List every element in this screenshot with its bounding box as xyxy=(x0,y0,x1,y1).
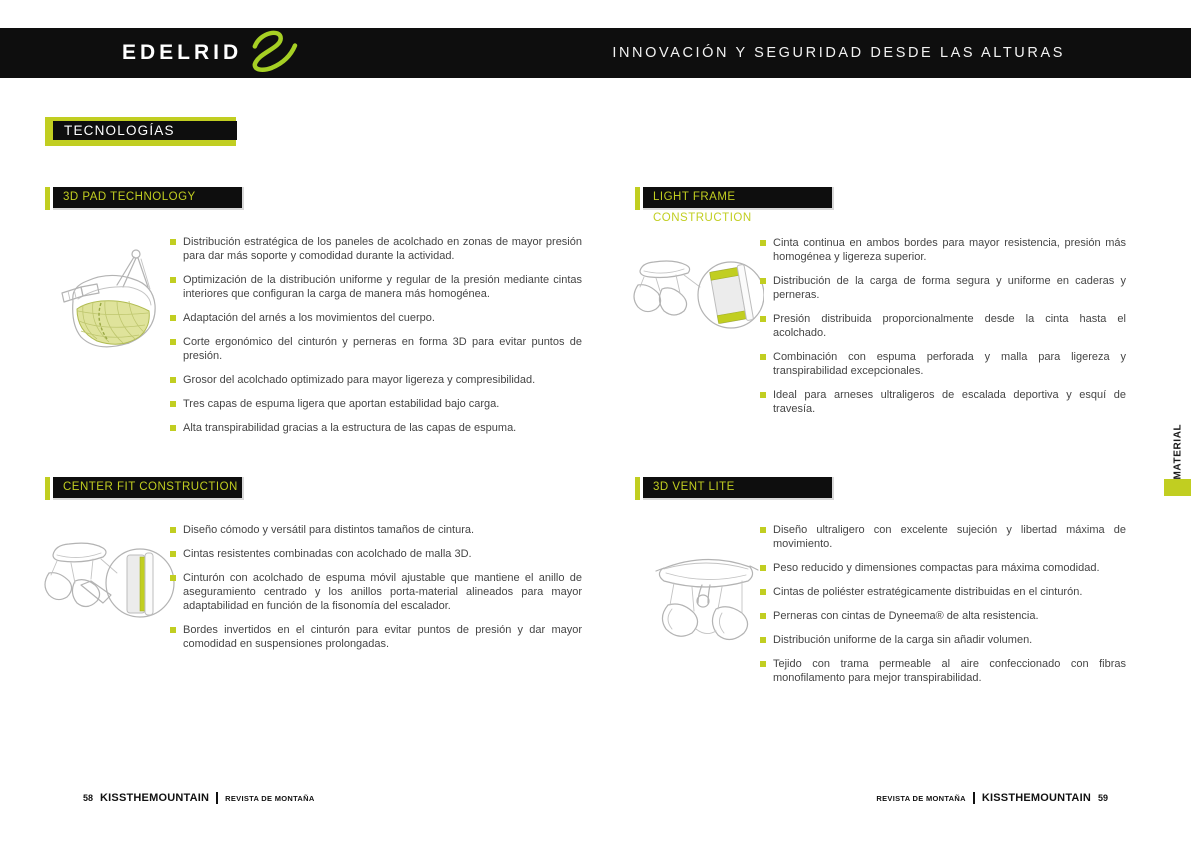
bullet-square-icon xyxy=(170,315,176,321)
bullet-text: Tejido con trama permeable al aire confeccionado con fibras monofilamento para mejor transpirabilidad. xyxy=(773,657,1126,684)
bullet-text: Combinación con espuma perforada y malla para ligereza y transpirabilidad excepcionales. xyxy=(773,350,1126,377)
section-header xyxy=(635,187,1145,224)
bullet-square-icon xyxy=(170,401,176,407)
bullet-square-icon xyxy=(170,239,176,245)
bullet-square-icon xyxy=(170,551,176,557)
bullet-square-icon xyxy=(760,240,766,246)
bullet-item xyxy=(760,610,1126,624)
bullet-text: Distribución estratégica de los paneles de acolchado en zonas de mayor presión para dar más soporte y comodidad durante la actividad. xyxy=(183,236,582,262)
bullet-list xyxy=(170,236,582,446)
edelrid-e-swoosh-icon xyxy=(241,25,299,75)
bullet-text: Cinturón con acolchado de espuma móvil ajustable que mantiene el anillo de aseguramiento centrado y los anillos porta-material alineados para mayor adaptabilidad en función de la fisonomía del escalador. xyxy=(183,571,582,612)
bullet-item xyxy=(170,236,582,264)
footer-brand: KISSTHEMOUNTAIN xyxy=(100,792,210,804)
section-3d-vent-lite xyxy=(635,477,1145,757)
bullet-square-icon xyxy=(760,565,766,571)
bullet-text: Adaptación del arnés a los movimientos del cuerpo. xyxy=(183,311,435,324)
bullet-square-icon xyxy=(760,316,766,322)
side-tab-material-marker xyxy=(1164,479,1191,496)
bullet-item xyxy=(170,422,582,436)
bullet-text: Corte ergonómico del cinturón y perneras en forma 3D para evitar puntos de presión. xyxy=(183,335,582,362)
section-header xyxy=(635,477,1145,500)
bullet-text: Cintas resistentes combinadas con acolchado de malla 3D. xyxy=(183,547,472,560)
bullet-text: Diseño ultraligero con excelente sujeción y libertad máxima de movimiento. xyxy=(773,524,1126,550)
bullet-item xyxy=(170,398,582,412)
bullet-text: Peso reducido y dimensiones compactas para máxima comodidad. xyxy=(773,561,1100,574)
bullet-item xyxy=(170,336,582,364)
harness-line-drawing-illustration xyxy=(652,541,762,651)
harness-pad-cross-section-illustration xyxy=(57,243,167,358)
bullet-item xyxy=(760,275,1126,303)
harness-edge-webbing-detail-illustration xyxy=(632,255,764,333)
bullet-square-icon xyxy=(170,377,176,383)
bullet-square-icon xyxy=(760,527,766,533)
bullet-square-icon xyxy=(170,339,176,345)
page-number-left: 58 xyxy=(83,793,94,803)
edelrid-wordmark: EDELRID xyxy=(122,41,243,64)
bullet-item xyxy=(170,624,582,652)
bullet-item xyxy=(760,562,1126,576)
bullet-list xyxy=(760,524,1126,696)
footer-right xyxy=(876,792,1108,804)
bullet-text: Alta transpirabilidad gracias a la estructura de las capas de espuma. xyxy=(183,421,517,434)
section-center-fit-construction xyxy=(45,477,590,757)
bullet-item xyxy=(760,634,1126,648)
bullet-item xyxy=(760,524,1126,552)
bullet-square-icon xyxy=(760,278,766,284)
bullet-text: Distribución uniforme de la carga sin añadir volumen. xyxy=(773,633,1033,646)
footer-left xyxy=(83,792,315,804)
bullet-square-icon xyxy=(170,425,176,431)
page-number-right: 59 xyxy=(1097,793,1108,803)
bullet-square-icon xyxy=(760,661,766,667)
bullet-item xyxy=(170,572,582,614)
bullet-square-icon xyxy=(760,637,766,643)
section-accent-bar xyxy=(45,477,50,500)
bullet-text: Ideal para arneses ultraligeros de escalada deportiva y esquí de travesía. xyxy=(773,388,1126,415)
page-title-box xyxy=(45,117,236,146)
bullet-item xyxy=(170,312,582,326)
edelrid-logo xyxy=(122,28,299,78)
bullet-square-icon xyxy=(760,613,766,619)
bullet-item xyxy=(170,274,582,302)
bullet-text: Perneras con cintas de Dyneema® de alta resistencia. xyxy=(773,609,1039,622)
bullet-item xyxy=(760,313,1126,341)
bullet-item xyxy=(170,524,582,538)
page-title: TECNOLOGÍAS xyxy=(53,121,237,140)
bullet-text: Presión distribuida proporcionalmente desde la cinta hasta el acolchado. xyxy=(773,312,1126,339)
bullet-square-icon xyxy=(760,589,766,595)
bullet-square-icon xyxy=(170,627,176,633)
footer-subtitle: REVISTA DE MONTAÑA xyxy=(225,793,315,803)
bullet-text: Cinta continua en ambos bordes para mayor resistencia, presión más homogénea y ligereza superior. xyxy=(773,237,1126,263)
top-header-bar xyxy=(0,28,1191,78)
bullet-item xyxy=(760,586,1126,600)
side-tab-material-label: MATERIAL xyxy=(1172,423,1184,480)
section-accent-bar xyxy=(45,187,50,210)
bullet-text: Optimización de la distribución uniforme y regular de la presión mediante cintas interiores que configuran la carga de manera más homogénea. xyxy=(183,273,582,300)
footer-brand: KISSTHEMOUNTAIN xyxy=(981,792,1091,804)
bullet-item xyxy=(760,658,1126,686)
section-title: 3D VENT LITE xyxy=(643,477,834,500)
section-accent-bar xyxy=(635,477,640,500)
footer-subtitle: REVISTA DE MONTAÑA xyxy=(876,793,966,803)
section-title: 3D PAD TECHNOLOGY xyxy=(53,187,244,210)
bullet-text: Grosor del acolchado optimizado para mayor ligereza y compresibilidad. xyxy=(183,373,536,386)
bullet-square-icon xyxy=(170,575,176,581)
section-accent-bar xyxy=(635,187,640,210)
section-title: LIGHT FRAME CONSTRUCTION xyxy=(643,187,834,210)
section-3d-pad-technology xyxy=(45,187,590,467)
section-header xyxy=(45,477,590,500)
bullet-item xyxy=(170,374,582,388)
bullet-text: Tres capas de espuma ligera que aportan estabilidad bajo carga. xyxy=(183,397,500,410)
bullet-item xyxy=(760,351,1126,379)
section-title: CENTER FIT CONSTRUCTION xyxy=(53,477,244,500)
section-header xyxy=(45,187,590,210)
harness-center-strip-detail-illustration xyxy=(41,537,175,629)
header-tagline: INNOVACIÓN Y SEGURIDAD DESDE LAS ALTURAS xyxy=(612,45,1065,61)
bullet-item xyxy=(170,548,582,562)
bullet-square-icon xyxy=(170,527,176,533)
footer-divider xyxy=(973,792,975,804)
bullet-text: Bordes invertidos en el cinturón para evitar puntos de presión y dar mayor comodidad en suspensiones prolongadas. xyxy=(183,623,582,650)
bullet-item xyxy=(760,389,1126,417)
bullet-text: Cintas de poliéster estratégicamente distribuidas en el cinturón. xyxy=(773,585,1083,598)
footer-divider xyxy=(216,792,218,804)
bullet-list xyxy=(170,524,582,662)
bullet-item xyxy=(760,237,1126,265)
section-light-frame-construction xyxy=(635,187,1145,467)
bullet-list xyxy=(760,237,1126,427)
bullet-square-icon xyxy=(760,392,766,398)
bullet-text: Diseño cómodo y versátil para distintos tamaños de cintura. xyxy=(183,524,475,536)
bullet-square-icon xyxy=(760,354,766,360)
bullet-text: Distribución de la carga de forma segura y uniforme en caderas y perneras. xyxy=(773,274,1126,301)
bullet-square-icon xyxy=(170,277,176,283)
